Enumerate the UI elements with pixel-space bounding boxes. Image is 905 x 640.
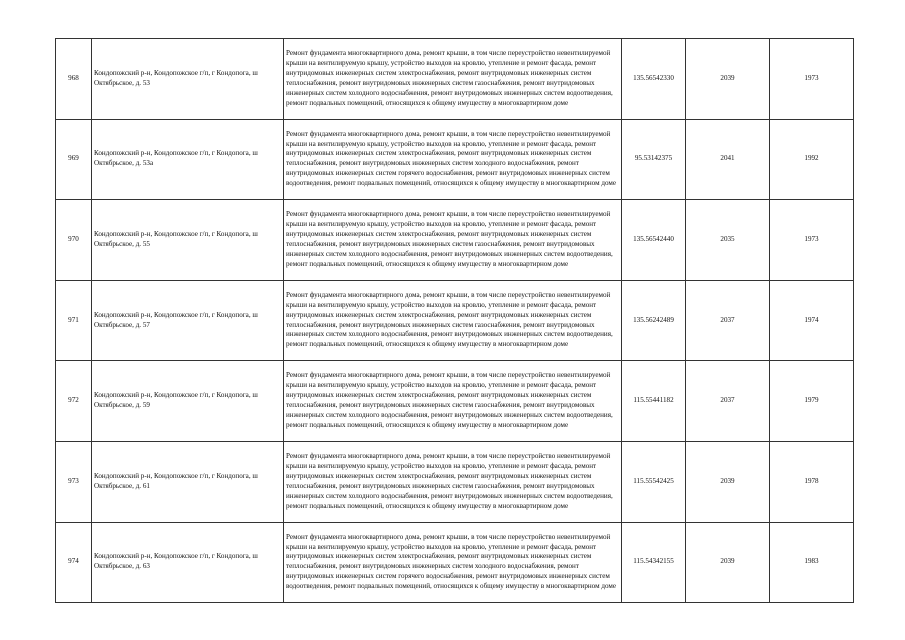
planned-year-cell: 2037	[686, 361, 770, 442]
address-cell: Кондопожский р-н, Кондопожское г/п, г Кондопога, ш Октябрьское, д. 61	[92, 441, 284, 522]
row-number: 968	[56, 39, 92, 120]
row-number: 970	[56, 200, 92, 281]
address-cell: Кондопожский р-н, Кондопожское г/п, г Кондопога, ш Октябрьское, д. 63	[92, 522, 284, 603]
cost-cell: 135.56242489	[622, 280, 686, 361]
works-cell: Ремонт фундамента многоквартирного дома, ремонт крыши, в том числе переустройство невентилируемой крыши на вентилируемую крышу, устройство выходов на кровлю, утепление и ремонт фасада, ремонт внутридомовых инженерных систем электроснабжения, ремонт внутридомовых инженерных систем теплоснабжения, ремонт внутридомовых инженерных систем газоснабжения, ремонт внутридомовых инженерных систем холодного водоснабжения, ремонт внутридомовых инженерных систем водоотведения, ремонт подвальных помещений, относящихся к общему имуществу в многоквартирном доме	[284, 441, 622, 522]
built-year-cell: 1979	[770, 361, 854, 442]
table-row	[56, 361, 854, 442]
cost-cell: 95.53142375	[622, 119, 686, 200]
cost-cell: 135.56542330	[622, 39, 686, 120]
built-year-cell: 1973	[770, 39, 854, 120]
cost-cell: 115.55542425	[622, 441, 686, 522]
row-number: 973	[56, 441, 92, 522]
repair-schedule-table	[55, 38, 854, 603]
row-number: 969	[56, 119, 92, 200]
address-cell: Кондопожский р-н, Кондопожское г/п, г Кондопога, ш Октябрьское, д. 59	[92, 361, 284, 442]
built-year-cell: 1992	[770, 119, 854, 200]
planned-year-cell: 2039	[686, 441, 770, 522]
cost-cell: 115.54342155	[622, 522, 686, 603]
works-cell: Ремонт фундамента многоквартирного дома, ремонт крыши, в том числе переустройство невентилируемой крыши на вентилируемую крышу, устройство выходов на кровлю, утепление и ремонт фасада, ремонт внутридомовых инженерных систем электроснабжения, ремонт внутридомовых инженерных систем теплоснабжения, ремонт внутридомовых инженерных систем газоснабжения, ремонт внутридомовых инженерных систем холодного водоснабжения, ремонт внутридомовых инженерных систем водоотведения, ремонт подвальных помещений, относящихся к общему имуществу в многоквартирном доме	[284, 280, 622, 361]
planned-year-cell: 2037	[686, 280, 770, 361]
planned-year-cell: 2039	[686, 522, 770, 603]
built-year-cell: 1983	[770, 522, 854, 603]
address-cell: Кондопожский р-н, Кондопожское г/п, г Кондопога, ш Октябрьское, д. 55	[92, 200, 284, 281]
cost-cell: 135.56542440	[622, 200, 686, 281]
address-cell: Кондопожский р-н, Кондопожское г/п, г Кондопога, ш Октябрьское, д. 53а	[92, 119, 284, 200]
planned-year-cell: 2041	[686, 119, 770, 200]
cost-cell: 115.55441182	[622, 361, 686, 442]
works-cell: Ремонт фундамента многоквартирного дома, ремонт крыши, в том числе переустройство невентилируемой крыши на вентилируемую крышу, устройство выходов на кровлю, утепление и ремонт фасада, ремонт внутридомовых инженерных систем электроснабжения, ремонт внутридомовых инженерных систем теплоснабжения, ремонт внутридомовых инженерных систем холодного водоснабжения, ремонт внутридомовых инженерных систем горячего водоснабжения, ремонт внутридомовых инженерных систем водоотведения, ремонт подвальных помещений, относящихся к общему имуществу в многоквартирном доме	[284, 522, 622, 603]
row-number: 974	[56, 522, 92, 603]
planned-year-cell: 2035	[686, 200, 770, 281]
table-row	[56, 39, 854, 120]
address-cell: Кондопожский р-н, Кондопожское г/п, г Кондопога, ш Октябрьское, д. 53	[92, 39, 284, 120]
built-year-cell: 1973	[770, 200, 854, 281]
table-row	[56, 280, 854, 361]
table-row	[56, 200, 854, 281]
works-cell: Ремонт фундамента многоквартирного дома, ремонт крыши, в том числе переустройство невентилируемой крыши на вентилируемую крышу, устройство выходов на кровлю, утепление и ремонт фасада, ремонт внутридомовых инженерных систем электроснабжения, ремонт внутридомовых инженерных систем теплоснабжения, ремонт внутридомовых инженерных систем газоснабжения, ремонт внутридомовых инженерных систем холодного водоснабжения, ремонт внутридомовых инженерных систем водоотведения, ремонт подвальных помещений, относящихся к общему имуществу в многоквартирном доме	[284, 200, 622, 281]
works-cell: Ремонт фундамента многоквартирного дома, ремонт крыши, в том числе переустройство невентилируемой крыши на вентилируемую крышу, устройство выходов на кровлю, утепление и ремонт фасада, ремонт внутридомовых инженерных систем электроснабжения, ремонт внутридомовых инженерных систем теплоснабжения, ремонт внутридомовых инженерных систем газоснабжения, ремонт внутридомовых инженерных систем холодного водоснабжения, ремонт внутридомовых инженерных систем водоотведения, ремонт подвальных помещений, относящихся к общему имуществу в многоквартирном доме	[284, 361, 622, 442]
table-row	[56, 441, 854, 522]
row-number: 971	[56, 280, 92, 361]
works-cell: Ремонт фундамента многоквартирного дома, ремонт крыши, в том числе переустройство невентилируемой крыши на вентилируемую крышу, устройство выходов на кровлю, утепление и ремонт фасада, ремонт внутридомовых инженерных систем электроснабжения, ремонт внутридомовых инженерных систем теплоснабжения, ремонт внутридомовых инженерных систем газоснабжения, ремонт внутридомовых инженерных систем холодного водоснабжения, ремонт внутридомовых инженерных систем водоотведения, ремонт подвальных помещений, относящихся к общему имуществу в многоквартирном доме	[284, 39, 622, 120]
built-year-cell: 1978	[770, 441, 854, 522]
table-row	[56, 119, 854, 200]
table-row	[56, 522, 854, 603]
works-cell: Ремонт фундамента многоквартирного дома, ремонт крыши, в том числе переустройство невентилируемой крыши на вентилируемую крышу, устройство выходов на кровлю, утепление и ремонт фасада, ремонт внутридомовых инженерных систем электроснабжения, ремонт внутридомовых инженерных систем теплоснабжения, ремонт внутридомовых инженерных систем холодного водоснабжения, ремонт внутридомовых инженерных систем горячего водоснабжения, ремонт внутридомовых инженерных систем водоотведения, ремонт подвальных помещений, относящихся к общему имуществу в многоквартирном доме	[284, 119, 622, 200]
planned-year-cell: 2039	[686, 39, 770, 120]
address-cell: Кондопожский р-н, Кондопожское г/п, г Кондопога, ш Октябрьское, д. 57	[92, 280, 284, 361]
built-year-cell: 1974	[770, 280, 854, 361]
row-number: 972	[56, 361, 92, 442]
